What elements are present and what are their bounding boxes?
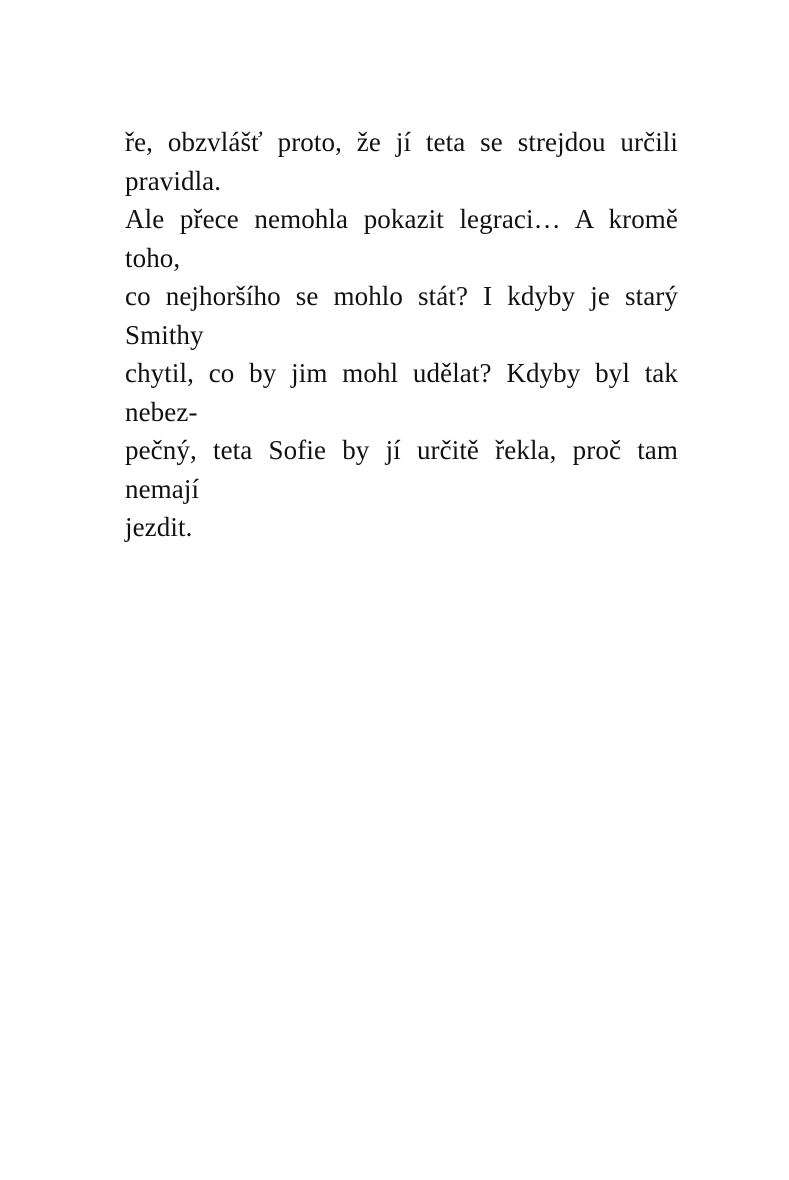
text-line: pečný, teta Sofie by jí určitě řekla, proč tam nemají	[125, 435, 678, 504]
text-line: jezdit.	[125, 512, 193, 542]
text-line: chytil, co by jim mohl udělat? Kdyby byl tak nebez-	[125, 358, 678, 427]
text-line: ře, obzvlášť proto, že jí teta se strejdou určili pravidla.	[125, 127, 678, 196]
paragraph-text-block	[125, 123, 678, 547]
text-line: Ale přece nemohla pokazit legraci… A kromě toho,	[125, 204, 678, 273]
text-line: co nejhoršího se mohlo stát? I kdyby je starý Smithy	[125, 281, 678, 350]
